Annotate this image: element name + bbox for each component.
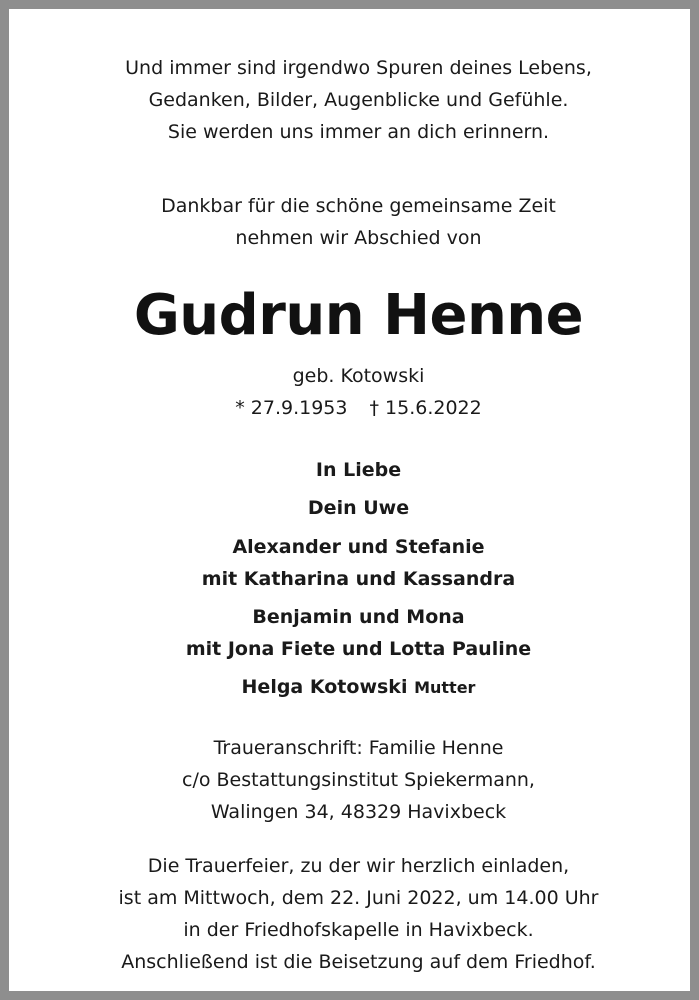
mourners-heading: In Liebe [315, 459, 402, 481]
death-date: † 15.6.2022 [369, 397, 482, 419]
service-line-4: Anschließend ist die Beisetzung auf dem Friedhof. [121, 951, 596, 973]
obituary-notice [18, 18, 699, 1000]
mourner-line-6 [18, 675, 699, 700]
mourner-line-2: Alexander und Stefanie [232, 536, 485, 558]
mourner-line-1: Dein Uwe [307, 497, 410, 519]
service-line-2: ist am Mittwoch, dem 22. Juni 2022, um 14.00 Uhr [118, 887, 599, 909]
birth-date: * 27.9.1953 [235, 397, 348, 419]
mourner-line-3: mit Katharina und Kassandra [201, 568, 516, 590]
mourner-mother-role: Mutter [414, 678, 476, 697]
service-line-1: Die Trauerfeier, zu der wir herzlich einladen, [147, 855, 570, 877]
address-line-1: Traueranschrift: Familie Henne [213, 737, 504, 759]
poem-line-1: Und immer sind irgendwo Spuren deines Lebens, [125, 57, 592, 79]
deceased-name: Gudrun Henne [133, 283, 584, 348]
mourner-line-5: mit Jona Fiete und Lotta Pauline [185, 638, 532, 660]
intro-line-2: nehmen wir Abschied von [235, 227, 482, 249]
address-line-3: Walingen 34, 48329 Havixbeck [210, 801, 507, 823]
intro-line-1: Dankbar für die schöne gemeinsame Zeit [161, 195, 556, 217]
service-line-3: in der Friedhofskapelle in Havixbeck. [183, 919, 534, 941]
address-line-2: c/o Bestattungsinstitut Spiekermann, [182, 769, 535, 791]
poem-line-3: Sie werden uns immer an dich erinnern. [167, 121, 550, 143]
life-dates [18, 396, 699, 420]
mourner-line-4: Benjamin und Mona [252, 606, 465, 628]
mourner-mother-name: Helga Kotowski [241, 676, 408, 698]
poem-line-2: Gedanken, Bilder, Augenblicke und Gefühle. [148, 89, 569, 111]
maiden-name: geb. Kotowski [292, 365, 425, 387]
